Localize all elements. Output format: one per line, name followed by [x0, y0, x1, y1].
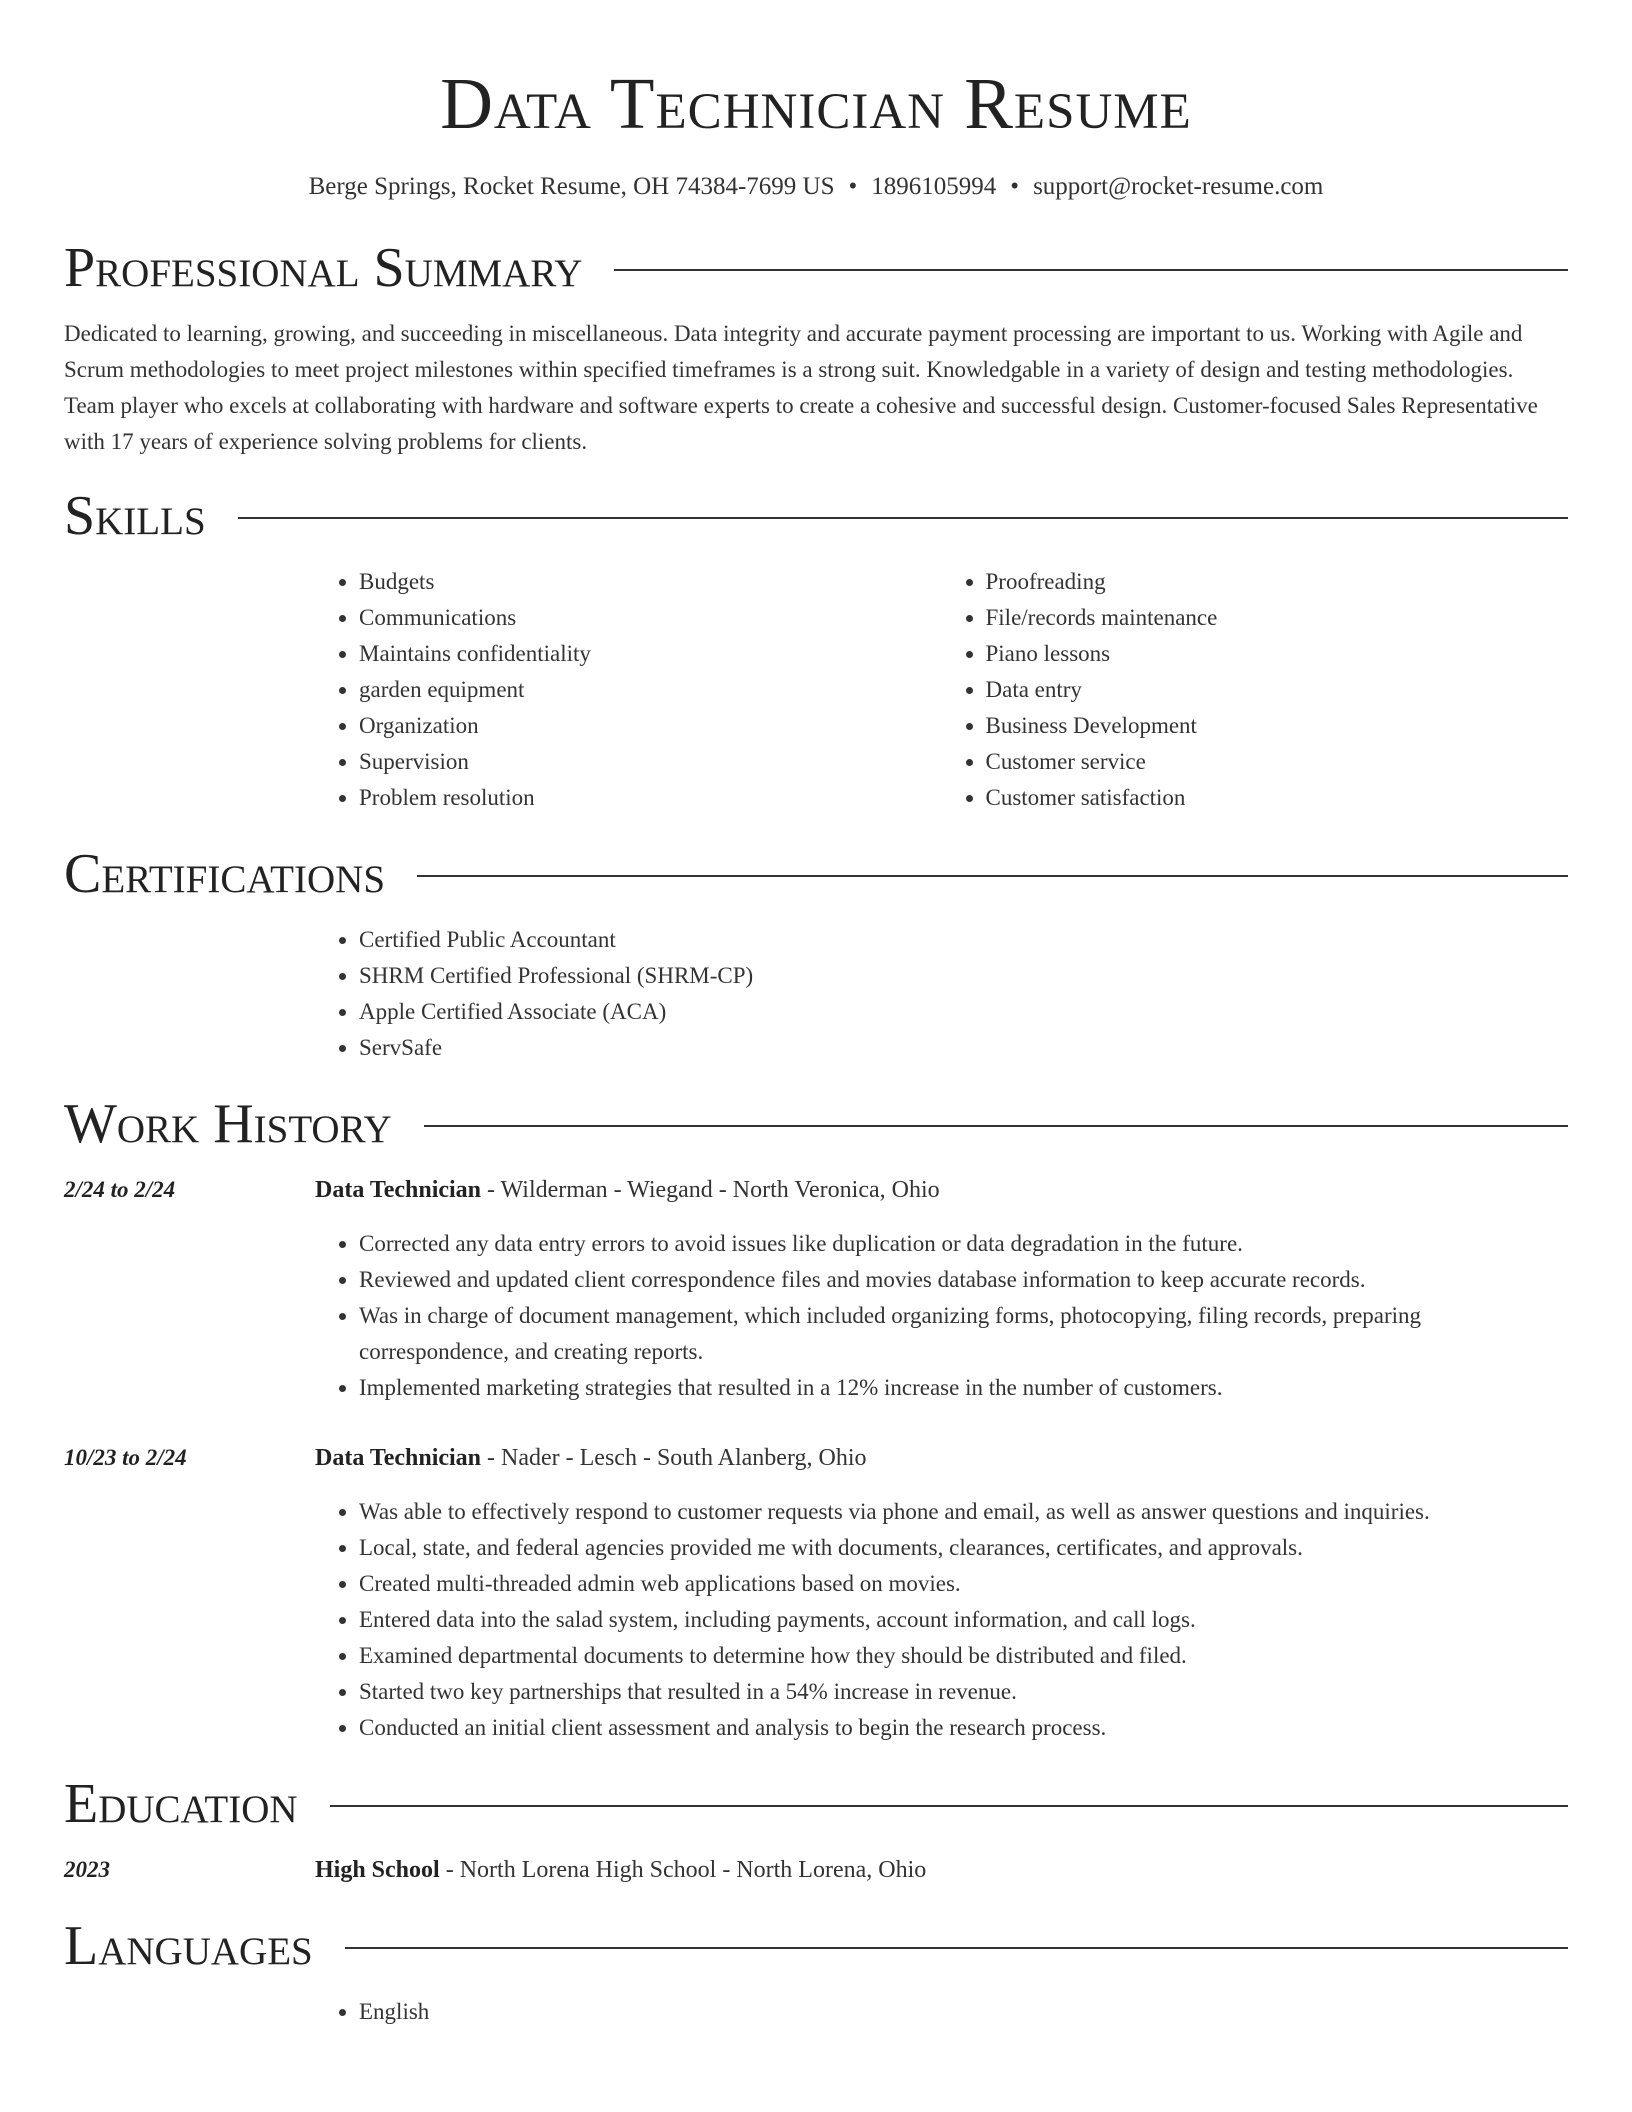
summary-section-header	[64, 238, 1568, 298]
languages-list	[315, 1994, 1568, 2030]
skill-item: • Piano lessons	[986, 636, 1569, 672]
job-bullet: • Entered data into the salad system, including payments, account information, and call logs.	[359, 1602, 1568, 1638]
job-bullet: • Local, state, and federal agencies provided me with documents, clearances, certificates, and approvals.	[359, 1530, 1568, 1566]
job-bullet: • Reviewed and updated client correspondence files and movies database information to keep accurate records.	[359, 1262, 1568, 1298]
resume-page	[64, 0, 1568, 2030]
certification-item: • Apple Certified Associate (ACA)	[359, 994, 1568, 1030]
job-entry	[64, 1172, 1568, 1208]
contact-email: support@rocket-resume.com	[1033, 173, 1324, 200]
skill-item: • Data entry	[986, 672, 1569, 708]
skills-column-left	[315, 564, 942, 816]
education-section-header	[64, 1774, 1568, 1834]
job-dates: 10/23 to 2/24	[64, 1445, 187, 1470]
skill-item: • Customer service	[986, 744, 1569, 780]
certification-item: • ServSafe	[359, 1030, 1568, 1066]
languages-section-title: Languages	[64, 1915, 313, 1977]
skill-item: • garden equipment	[359, 672, 942, 708]
section-divider	[424, 1125, 1568, 1127]
section-divider	[238, 517, 1568, 519]
skill-item: • Communications	[359, 600, 942, 636]
job-bullet: • Conducted an initial client assessment and analysis to begin the research process.	[359, 1710, 1568, 1746]
job-bullet: • Implemented marketing strategies that resulted in a 12% increase in the number of customers.	[359, 1370, 1568, 1406]
job-bullet: • Examined departmental documents to determine how they should be distributed and filed.	[359, 1638, 1568, 1674]
skills-section-header	[64, 486, 1568, 546]
job-dates: 2/24 to 2/24	[64, 1177, 176, 1202]
contact-line	[64, 172, 1568, 202]
skills-section-title: Skills	[64, 485, 206, 547]
job-entry	[64, 1440, 1568, 1476]
skill-item: • Proofreading	[986, 564, 1569, 600]
skills-column-right	[942, 564, 1569, 816]
certification-item: • SHRM Certified Professional (SHRM-CP)	[359, 958, 1568, 994]
job-bullets	[315, 1226, 1568, 1406]
education-year: 2023	[64, 1857, 110, 1882]
job-role: Data Technician	[315, 1445, 482, 1471]
education-degree: High School	[315, 1857, 440, 1883]
skill-item: • Maintains confidentiality	[359, 636, 942, 672]
contact-address: Berge Springs, Rocket Resume, OH 74384-7699 US	[308, 173, 835, 200]
job-employer: - Nader - Lesch - South Alanberg, Ohio	[481, 1445, 867, 1471]
summary-section-title: Professional Summary	[64, 237, 583, 299]
job-bullet: • Corrected any data entry errors to avoid issues like duplication or data degradation in the future.	[359, 1226, 1568, 1262]
languages-section-header	[64, 1916, 1568, 1976]
skill-item: • Business Development	[986, 708, 1569, 744]
job-bullet: • Started two key partnerships that resulted in a 54% increase in revenue.	[359, 1674, 1568, 1710]
section-divider	[417, 875, 1568, 877]
section-divider	[614, 269, 1568, 271]
job-title-line	[315, 1172, 940, 1208]
education-section-title: Education	[64, 1773, 298, 1835]
contact-separator: •	[1010, 173, 1020, 200]
summary-text: Dedicated to learning, growing, and succeeding in miscellaneous. Data integrity and accurate payment processing are important to us. Working with Agile and Scrum methodologies to meet project milestones within specified timeframes is a strong suit. Knowledgable in a variety of design and testing methodologies. Team player who excels at collaborating with hardware and software experts to create a cohesive and successful design. Customer-focused Sales Representative with 17 years of experience solving problems for clients.	[64, 321, 1538, 454]
skill-item: • Problem resolution	[359, 780, 942, 816]
job-bullet: • Created multi-threaded admin web applications based on movies.	[359, 1566, 1568, 1602]
education-school: - North Lorena High School - North Lorena, Ohio	[439, 1857, 927, 1883]
education-title-line	[315, 1852, 926, 1888]
skill-item: • Budgets	[359, 564, 942, 600]
section-divider	[330, 1805, 1568, 1807]
skills-list	[315, 564, 1568, 816]
resume-name: Data Technician Resume	[440, 63, 1192, 144]
language-item: • English	[359, 1994, 1568, 2030]
job-bullet: • Was able to effectively respond to customer requests via phone and email, as well as answer questions and inquiries.	[359, 1494, 1568, 1530]
education-entry	[64, 1852, 1568, 1888]
job-role: Data Technician	[315, 1177, 482, 1203]
certifications-section-header	[64, 844, 1568, 904]
certification-item: • Certified Public Accountant	[359, 922, 1568, 958]
certifications-section-title: Certifications	[64, 843, 386, 905]
skill-item: • Customer satisfaction	[986, 780, 1569, 816]
skill-item: • Supervision	[359, 744, 942, 780]
work-section-title: Work History	[64, 1093, 392, 1155]
job-bullet: • Was in charge of document management, which included organizing forms, photocopying, filing records, preparing correspondence, and creating reports.	[359, 1298, 1568, 1370]
job-title-line	[315, 1440, 867, 1476]
job-bullets	[315, 1494, 1568, 1746]
skill-item: • Organization	[359, 708, 942, 744]
contact-phone: 1896105994	[871, 173, 997, 200]
certifications-list	[315, 922, 1568, 1066]
work-section-header	[64, 1094, 1568, 1154]
job-employer: - Wilderman - Wiegand - North Veronica, Ohio	[481, 1177, 940, 1203]
section-divider	[345, 1947, 1568, 1949]
skill-item: • File/records maintenance	[986, 600, 1569, 636]
contact-separator: •	[848, 173, 858, 200]
